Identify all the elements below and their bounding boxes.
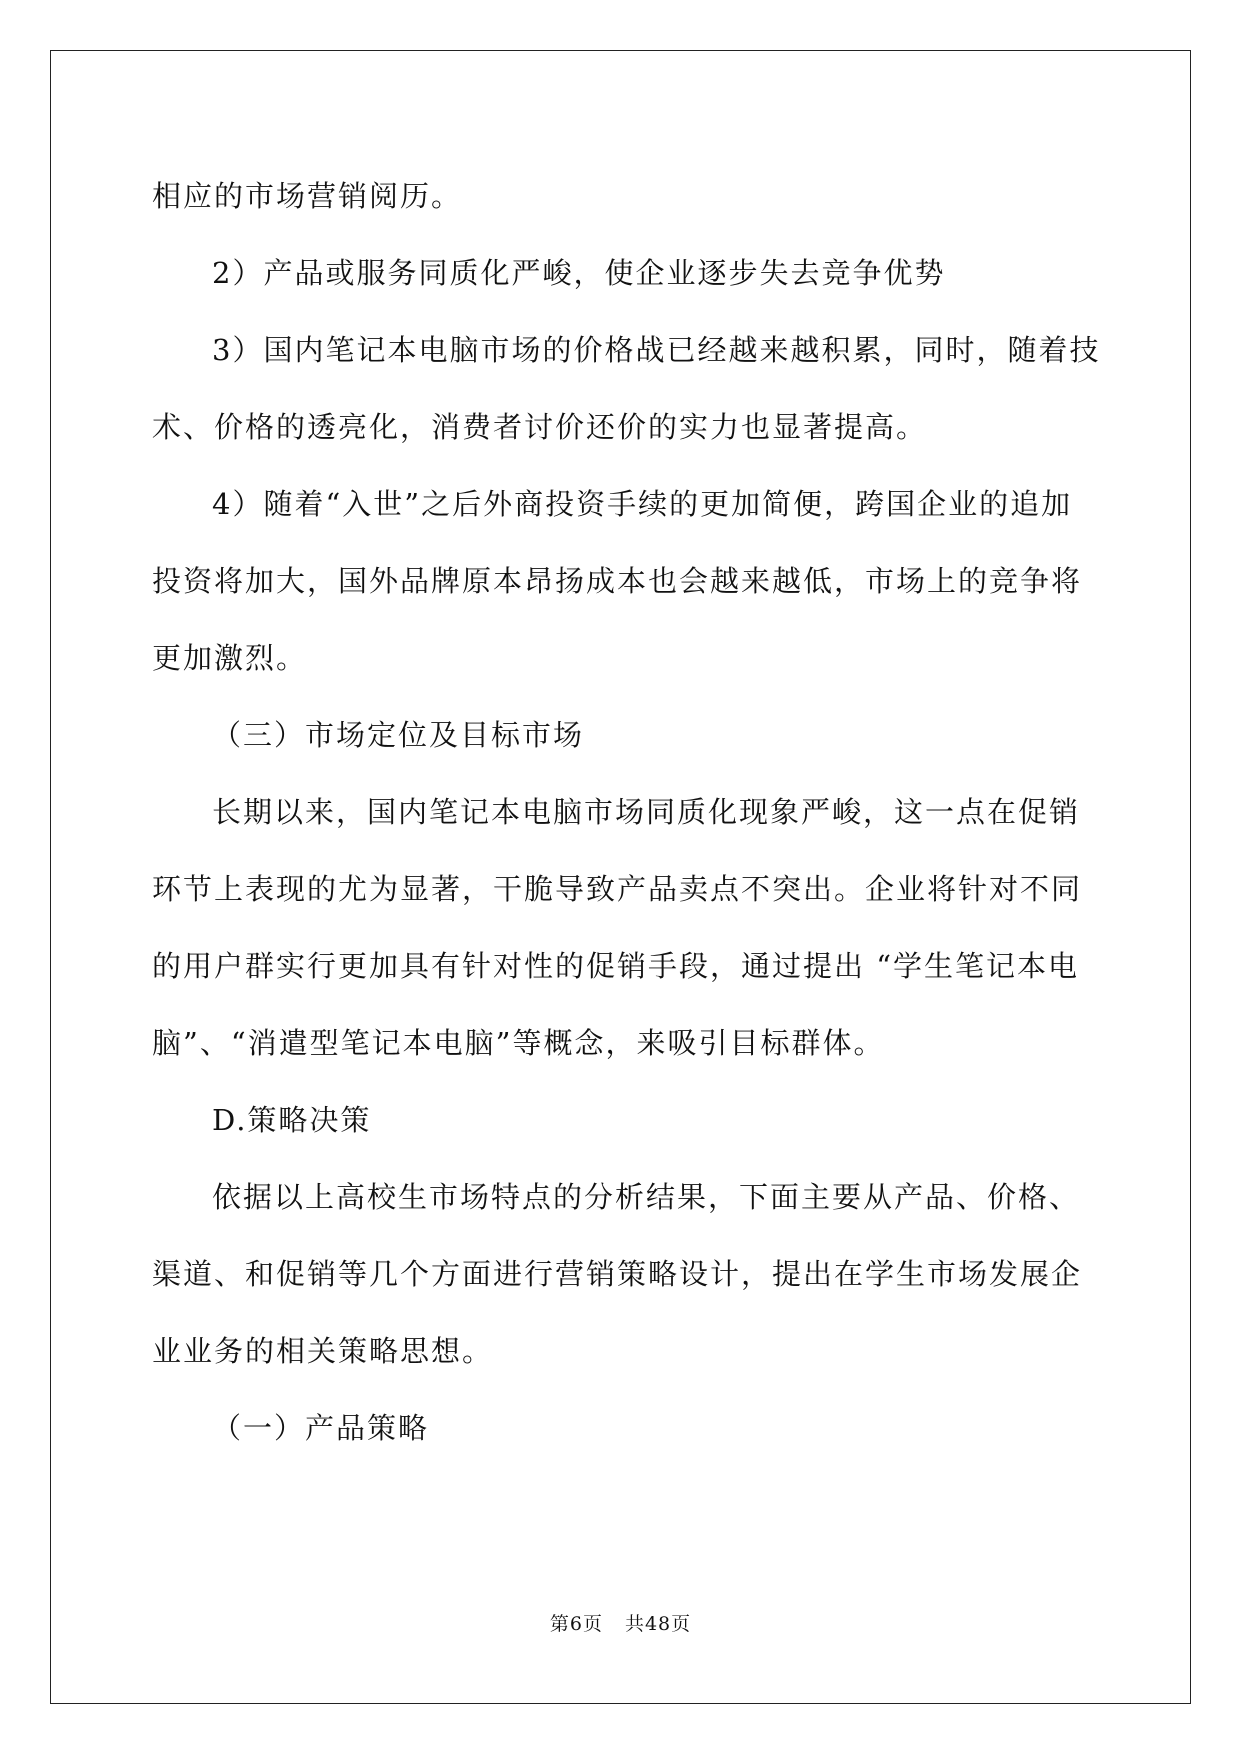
section-heading: D.策略决策 <box>212 1103 372 1137</box>
text-line: 业业务的相关策略思想。 <box>152 1334 494 1368</box>
text-line: 3）国内笔记本电脑市场的价格战已经越来越积累，同时，随着技 <box>212 333 1101 367</box>
text-line: 依据以上高校生市场特点的分析结果，下面主要从产品、价格、 <box>212 1180 1081 1214</box>
text-line: 投资将加大，国外品牌原本昂扬成本也会越来越低，市场上的竞争将 <box>152 564 1083 598</box>
section-heading: （一）产品策略 <box>212 1411 430 1445</box>
text-line: 更加激烈。 <box>152 641 308 675</box>
text-line: 2）产品或服务同质化严峻，使企业逐步失去竞争优势 <box>212 256 946 290</box>
text-line: 相应的市场营销阅历。 <box>152 179 463 213</box>
document-body <box>152 158 1101 1467</box>
page-number: 第6页 <box>549 1613 603 1635</box>
text-line: 的用户群实行更加具有针对性的促销手段，通过提出 “学生笔记本电 <box>152 949 1080 983</box>
text-line: 4）随着“入世”之后外商投资手续的更加简便，跨国企业的追加 <box>212 487 1073 521</box>
text-line: 渠道、和促销等几个方面进行营销策略设计，提出在学生市场发展企 <box>152 1257 1083 1291</box>
text-line: 术、价格的透亮化，消费者讨价还价的实力也显著提高。 <box>152 410 928 444</box>
text-line: 长期以来，国内笔记本电脑市场同质化现象严峻，这一点在促销 <box>212 795 1081 829</box>
text-line: 脑”、“消遣型笔记本电脑”等概念，来吸引目标群体。 <box>152 1026 885 1060</box>
text-line: 环节上表现的尤为显著，干脆导致产品卖点不突出。企业将针对不同 <box>152 872 1083 906</box>
section-heading: （三）市场定位及目标市场 <box>212 718 585 752</box>
page-footer <box>0 1609 1241 1636</box>
page-total: 共48页 <box>624 1613 692 1635</box>
